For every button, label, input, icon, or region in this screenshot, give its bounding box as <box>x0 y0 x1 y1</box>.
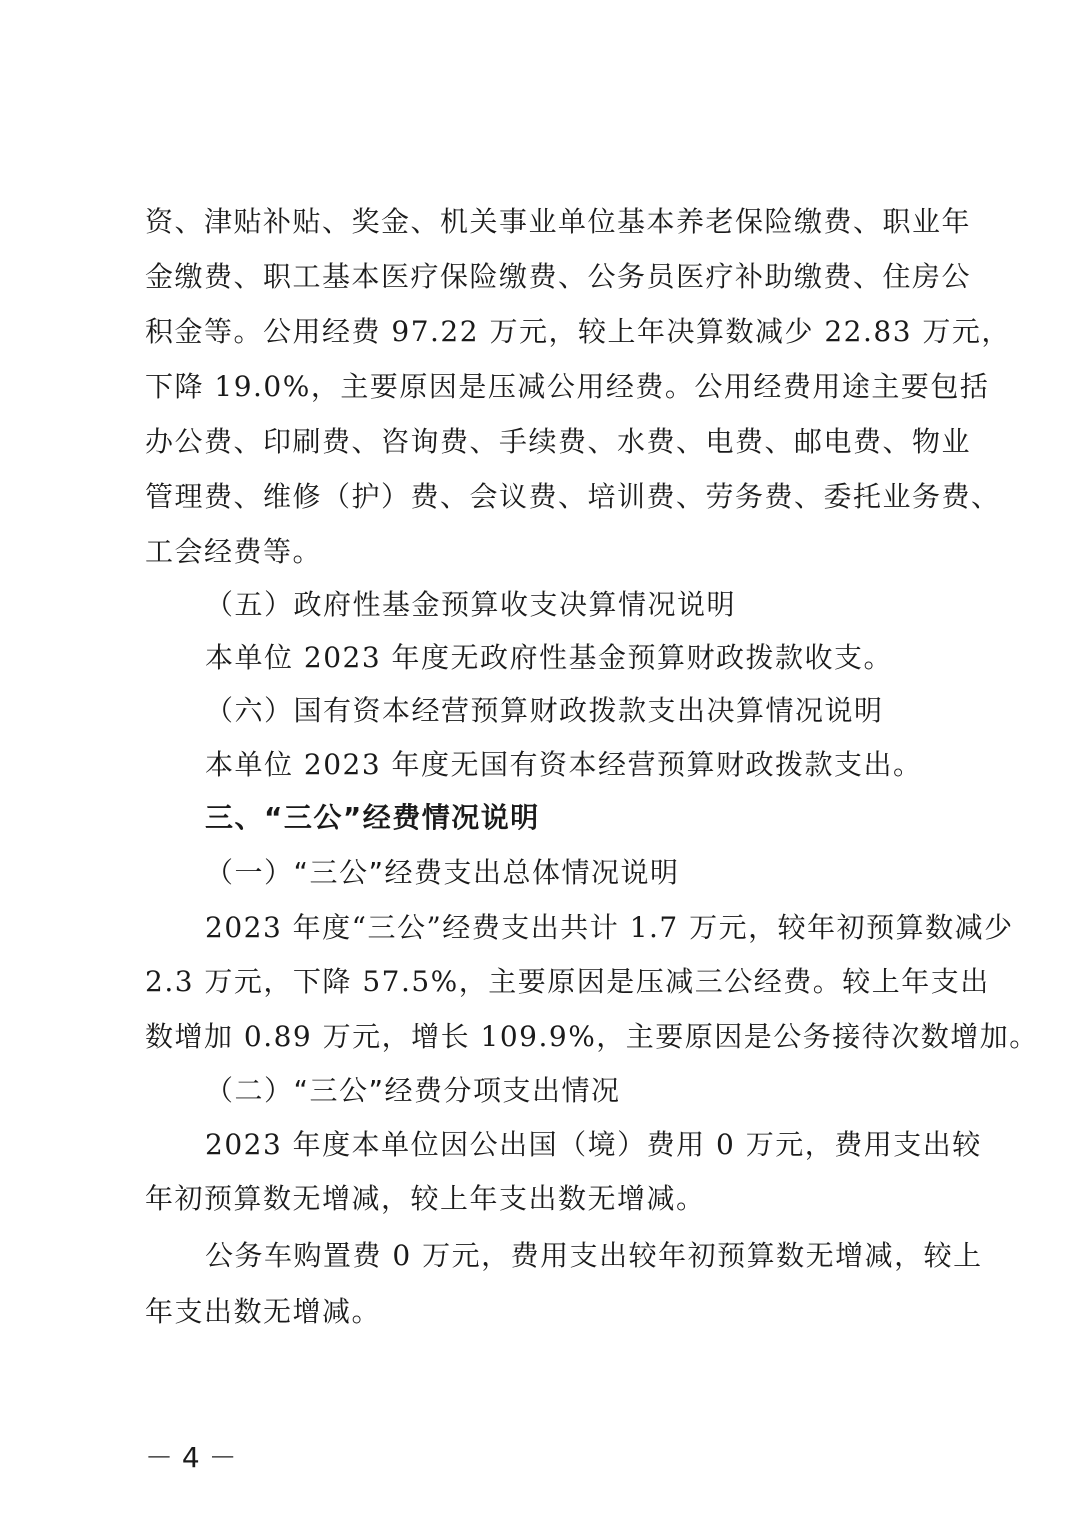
body-line: 年支出数无增减。 <box>145 1295 382 1328</box>
body-line: 本单位 2023 年度无国有资本经营预算财政拨款支出。 <box>205 748 923 781</box>
body-line: 数增加 0.89 万元，增长 109.9%，主要原因是公务接待次数增加。 <box>145 1020 1039 1053</box>
body-line: 2.3 万元，下降 57.5%，主要原因是压减三公经费。较上年支出 <box>145 965 990 998</box>
section-heading: （五）政府性基金预算收支决算情况说明 <box>205 588 737 621</box>
body-line: 2023 年度“三公”经费支出共计 1.7 万元，较年初预算数减少 <box>205 911 1014 944</box>
body-line: 办公费、印刷费、咨询费、手续费、水费、电费、邮电费、物业 <box>145 425 972 458</box>
page-number: － 4 － <box>145 1441 237 1474</box>
section-heading: （二）“三公”经费分项支出情况 <box>205 1074 621 1107</box>
body-line: 公务车购置费 0 万元，费用支出较年初预算数无增减，较上 <box>205 1239 983 1272</box>
body-line: 积金等。公用经费 97.22 万元，较上年决算数减少 22.83 万元， <box>145 315 1011 348</box>
body-line: 年初预算数无增减，较上年支出数无增减。 <box>145 1182 706 1215</box>
body-line: 管理费、维修（护）费、会议费、培训费、劳务费、委托业务费、 <box>145 480 1001 513</box>
body-line: 2023 年度本单位因公出国（境）费用 0 万元，费用支出较 <box>205 1128 982 1161</box>
section-heading: （一）“三公”经费支出总体情况说明 <box>205 856 680 889</box>
body-line: 本单位 2023 年度无政府性基金预算财政拨款收支。 <box>205 641 894 674</box>
section-heading: （六）国有资本经营预算财政拨款支出决算情况说明 <box>205 694 884 727</box>
body-line: 工会经费等。 <box>145 535 323 568</box>
body-line: 资、津贴补贴、奖金、机关事业单位基本养老保险缴费、职业年 <box>145 205 972 238</box>
body-line: 下降 19.0%，主要原因是压减公用经费。公用经费用途主要包括 <box>145 370 990 403</box>
body-line: 金缴费、职工基本医疗保险缴费、公务员医疗补助缴费、住房公 <box>145 260 972 293</box>
chapter-heading: 三、“三公”经费情况说明 <box>205 801 540 834</box>
